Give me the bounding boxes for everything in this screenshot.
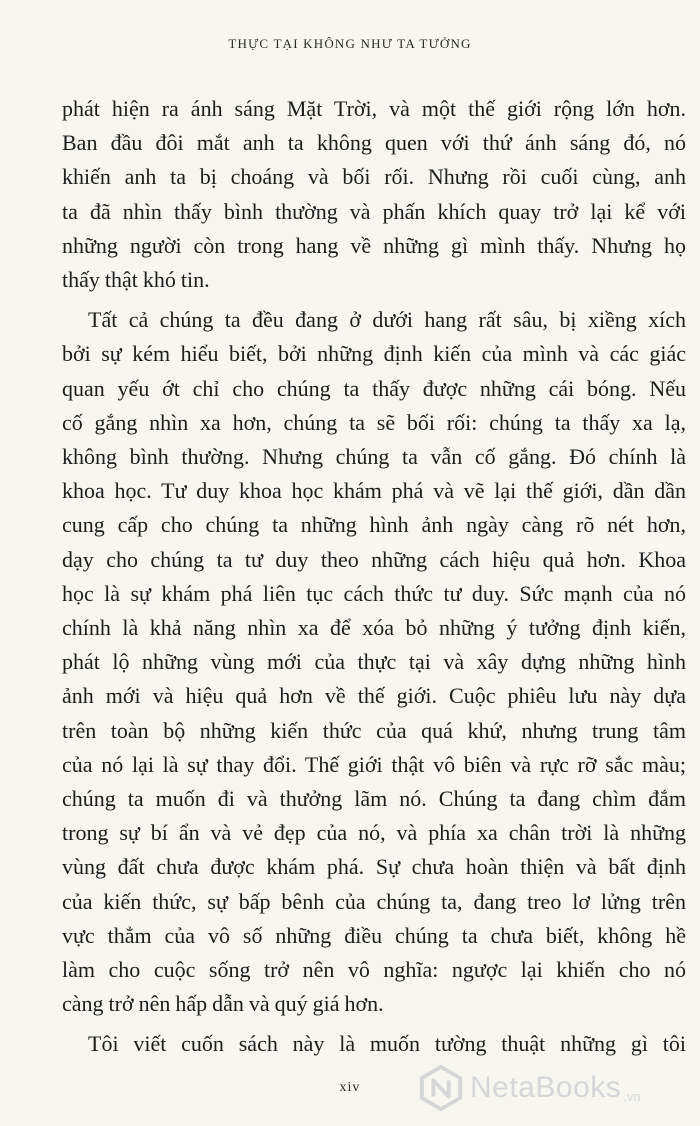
- watermark: [418, 1060, 700, 1116]
- text-line: Tất cả chúng ta đều đang ở dưới hang rất sâu, bị xiềng xích: [88, 307, 686, 333]
- text-line: Tôi viết cuốn sách này là muốn tường thuật những gì tôi: [88, 1031, 686, 1057]
- text-line: dạy cho chúng ta tư duy theo những cách hiệu quả hơn. Khoa: [62, 546, 686, 572]
- text-line: phát lộ những vùng mới của thực tại và xây dựng những hình: [62, 649, 686, 675]
- text-line: thấy thật khó tin.: [62, 267, 210, 293]
- watermark-brand: NetaBooks: [470, 1071, 622, 1104]
- text-line: trên toàn bộ những kiến thức của quá khứ, nhưng trung tâm: [62, 717, 686, 743]
- text-line: càng trở nên hấp dẫn và quý giá hơn.: [62, 991, 384, 1017]
- text-line: ta đã nhìn thấy bình thường và phấn khích quay trở lại kể với: [62, 198, 686, 224]
- text-line: chúng ta muốn đi và thưởng lãm nó. Chúng ta đang chìm đắm: [62, 786, 686, 812]
- running-head: THỰC TẠI KHÔNG NHƯ TA TƯỞNG: [228, 36, 472, 51]
- text-line: khoa học. Tư duy khoa học khám phá và vẽ lại thế giới, dần dần: [62, 478, 686, 504]
- page-number: xiv: [339, 1080, 361, 1095]
- text-line: cố gắng nhìn xa hơn, chúng ta sẽ bối rối: chúng ta thấy xa lạ,: [62, 409, 686, 435]
- text-line: của nó lại là sự thay đổi. Thế giới thật vô biên và rực rỡ sắc màu;: [62, 751, 686, 777]
- text-line: cung cấp cho chúng ta những hình ảnh ngày càng rõ nét hơn,: [62, 512, 686, 538]
- text-line: những người còn trong hang về những gì mình thấy. Nhưng họ: [62, 232, 686, 258]
- text-line: vực thẳm của vô số những điều chúng ta chưa biết, không hề: [62, 922, 686, 948]
- watermark-suffix: .vn: [623, 1089, 641, 1104]
- text-line: ảnh mới và hiệu quả hơn về thế giới. Cuộc phiêu lưu này dựa: [62, 683, 686, 709]
- text-line: không bình thường. Nhưng chúng ta vẫn cố gắng. Đó chính là: [62, 444, 686, 470]
- text-line: làm cho cuộc sống trở nên vô nghĩa: ngược lại khiến cho nó: [62, 957, 686, 983]
- text-line: của kiến thức, sự bấp bênh của chúng ta, đang treo lơ lửng trên: [62, 888, 686, 914]
- text-line: trong sự bí ẩn và vẻ đẹp của nó, và phía xa chân trời là những: [62, 820, 686, 846]
- text-line: quan yếu ớt chỉ cho chúng ta thấy được những cái bóng. Nếu: [62, 375, 686, 401]
- text-line: Ban đầu đôi mắt anh ta không quen với thứ ánh sáng đó, nó: [62, 130, 686, 156]
- text-line: vùng đất chưa được khám phá. Sự chưa hoàn thiện và bất định: [62, 854, 686, 880]
- body-text: [62, 92, 686, 1068]
- paragraph-2: [62, 303, 686, 1021]
- text-line: học là sự khám phá liên tục cách thức tư duy. Sức mạnh của nó: [62, 580, 686, 606]
- text-line: khiến anh ta bị choáng và bối rối. Nhưng rồi cuối cùng, anh: [62, 164, 686, 190]
- text-line: bởi sự kém hiểu biết, bởi những định kiến của mình và các giác: [62, 341, 686, 367]
- text-line: phát hiện ra ánh sáng Mặt Trời, và một thế giới rộng lớn hơn.: [62, 96, 686, 121]
- paragraph-3: [62, 1027, 686, 1061]
- netabooks-logo-icon: [418, 1065, 464, 1111]
- text-line: chính là khả năng nhìn xa để xóa bỏ những ý tưởng định kiến,: [62, 615, 686, 641]
- paragraph-1: [62, 92, 686, 297]
